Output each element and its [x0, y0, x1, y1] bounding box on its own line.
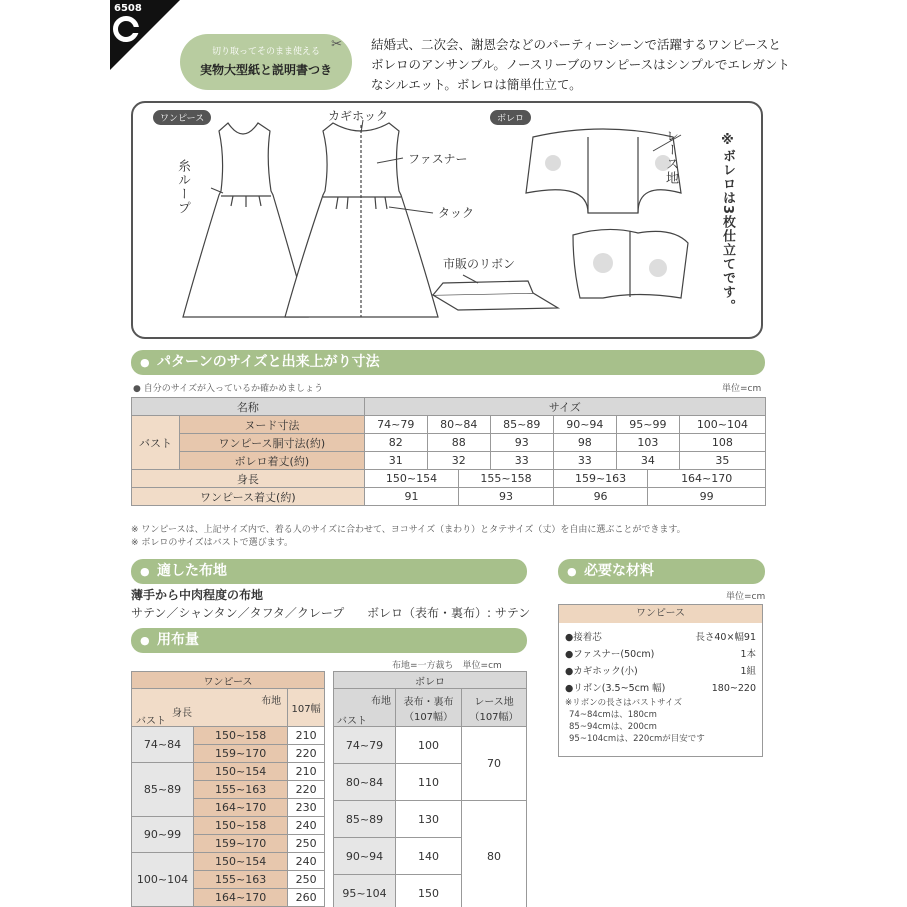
row-label: ワンピース胴寸法(約) [180, 434, 365, 452]
ribbon-note: ※リボンの長さはバストサイズ [565, 698, 682, 708]
ribbon-label: 市販のリボン [443, 257, 516, 271]
size-cell: 32 [427, 452, 490, 470]
fabric-line3: ボレロ（表布・裏布）: サテン [367, 606, 531, 620]
height-cell: 150~154 [194, 763, 288, 781]
height-cell: 150~154 [364, 470, 459, 488]
height-cell: 150~158 [194, 817, 288, 835]
yardage-unit: 布地=一方裁ち 単位=cm [392, 661, 502, 671]
onepiece-header: ワンピース [132, 672, 325, 689]
amount-cell: 250 [288, 835, 325, 853]
height-cell: 155~163 [194, 781, 288, 799]
scissors-icon: ✂ [331, 37, 342, 52]
length-cell: 91 [364, 488, 459, 506]
size-note-1: ※ ワンピースは、上記サイズ内で、着る人のサイズに合わせて、ヨコサイズ（まわり）とタテサイズ（丈）を自由に選ぶことができます。 [131, 525, 686, 535]
amount-cell: 210 [288, 763, 325, 781]
bolero-bust: 95~104 [334, 875, 396, 907]
hook-label: カギホック [328, 109, 389, 123]
fabric-line1: 薄手から中肉程度の布地 [131, 588, 264, 602]
ribbon-size: 74~84cmは、180cm [569, 710, 657, 720]
tuck-label: タック [438, 206, 475, 220]
bust-label: バスト [132, 416, 180, 470]
ribbon-size: 95~104cmは、220cmが目安です [569, 734, 705, 744]
materials-box-header: ワンピース [559, 605, 762, 623]
size-cell: 95~99 [616, 416, 679, 434]
bolero-fabric-col: 布地 [371, 695, 391, 707]
size-table [131, 397, 766, 506]
bolero-bust: 85~89 [334, 801, 396, 838]
height-col: 身長 [172, 707, 192, 719]
bolero-yardage-table [333, 671, 527, 907]
height-cell: 159~170 [194, 835, 288, 853]
bust-group: 74~84 [132, 727, 194, 763]
bolero-bust: 80~84 [334, 764, 396, 801]
amount-cell: 240 [288, 817, 325, 835]
size-cell: 98 [553, 434, 616, 452]
amount-cell: 220 [288, 781, 325, 799]
bolero-bust: 74~79 [334, 727, 396, 764]
pattern-code: 6508 [114, 3, 142, 14]
material-item [559, 663, 762, 680]
size-cell: 34 [616, 452, 679, 470]
brand-logo [113, 16, 139, 42]
height-cell: 155~163 [194, 871, 288, 889]
fabric-line2: サテン／シャンタン／タフタ／クレープ [131, 606, 345, 620]
height-cell: 164~170 [194, 799, 288, 817]
size-cell: 88 [427, 434, 490, 452]
height-cell: 155~158 [459, 470, 554, 488]
bolero-outer: 150 [396, 875, 462, 907]
materials-box [558, 604, 763, 757]
material-item [559, 680, 762, 697]
amount-cell: 210 [288, 727, 325, 745]
bolero-header: ボレロ [334, 672, 527, 689]
height-cell: 164~170 [648, 470, 766, 488]
size-header: サイズ [364, 398, 765, 416]
materials-unit: 単位=cm [726, 592, 766, 602]
size-cell: 74~79 [364, 416, 427, 434]
size-cell: 35 [679, 452, 765, 470]
material-value: 1本 [740, 649, 756, 660]
size-cell: 93 [490, 434, 553, 452]
size-cell: 90~94 [553, 416, 616, 434]
size-unit: 単位=cm [722, 384, 762, 394]
lace-value: 70 [462, 727, 527, 801]
amount-cell: 230 [288, 799, 325, 817]
row-label: ヌード寸法 [180, 416, 365, 434]
height-label: 身長 [132, 470, 365, 488]
material-value: 1組 [740, 666, 756, 677]
length-cell: 93 [459, 488, 554, 506]
height-cell: 150~158 [194, 727, 288, 745]
pattern-badge [180, 34, 352, 90]
size-cell: 80~84 [427, 416, 490, 434]
amount-cell: 220 [288, 745, 325, 763]
material-name: ●リボン(3.5~5cm 幅) [565, 683, 666, 694]
outer-col: 表布・裏布（107幅） [396, 689, 462, 727]
yardage-section-header: ● 用布量 [131, 628, 527, 653]
badge-line1: 切り取ってそのまま使える [211, 47, 320, 57]
length-cell: 99 [648, 488, 766, 506]
ribbon-size: 85~94cmは、200cm [569, 722, 657, 732]
loop-label: 糸ループ [175, 159, 190, 215]
row-label: ボレロ着丈(約) [180, 452, 365, 470]
name-header: 名称 [132, 398, 365, 416]
size-section-header: ● パターンのサイズと出来上がり寸法 [131, 350, 765, 375]
amount-cell: 250 [288, 871, 325, 889]
bolero-outer: 140 [396, 838, 462, 875]
material-value: 長さ40×幅91 [695, 632, 756, 643]
bust-col: バスト [136, 715, 166, 727]
bolero-outer: 130 [396, 801, 462, 838]
bolero-outer: 100 [396, 727, 462, 764]
bolero-tag: ボレロ [490, 110, 531, 125]
bolero-outer: 110 [396, 764, 462, 801]
materials-section-header: ● 必要な材料 [558, 559, 765, 584]
size-hint-text: 自分のサイズが入っているか確かめましょう [143, 384, 323, 394]
badge-line2: 実物大型紙と説明書つき [199, 63, 332, 77]
size-cell: 82 [364, 434, 427, 452]
size-cell: 108 [679, 434, 765, 452]
height-cell: 159~163 [553, 470, 648, 488]
bolero-diag-header [334, 689, 396, 727]
material-value: 180~220 [711, 683, 756, 694]
intro-text: 結婚式、二次会、謝恩会などのパーティーシーンで活躍するワンピースとボレロのアンサンブル。ノースリーブのワンピースはシンプルでエレガントなシルエット。ボレロは簡単仕立て。 [371, 37, 790, 92]
size-cell: 100~104 [679, 416, 765, 434]
bolero-bust: 90~94 [334, 838, 396, 875]
amount-cell: 260 [288, 889, 325, 907]
size-cell: 103 [616, 434, 679, 452]
bust-group: 100~104 [132, 853, 194, 907]
dress-length-label: ワンピース着丈(約) [132, 488, 365, 506]
size-hint: ● 自分のサイズが入っているか確かめましょう [133, 384, 323, 394]
height-cell: 164~170 [194, 889, 288, 907]
bust-group: 85~89 [132, 763, 194, 817]
onepiece-tag: ワンピース [153, 110, 211, 125]
height-cell: 159~170 [194, 745, 288, 763]
material-name: ●カギホック(小) [565, 666, 638, 677]
fabric-col: 布地 [261, 695, 282, 707]
size-cell: 31 [364, 452, 427, 470]
material-item [559, 629, 762, 646]
width-col: 107幅 [288, 689, 325, 727]
illustration-box [131, 101, 763, 339]
size-note-2: ※ ボレロのサイズはバストで選びます。 [131, 538, 293, 548]
material-name: ●ファスナー(50cm) [565, 649, 655, 660]
length-cell: 96 [553, 488, 648, 506]
amount-cell: 240 [288, 853, 325, 871]
lace-label: レース地 [663, 129, 678, 185]
size-cell: 33 [490, 452, 553, 470]
zipper-label: ファスナー [408, 152, 468, 166]
size-cell: 33 [553, 452, 616, 470]
onepiece-yardage-table [131, 671, 325, 907]
fabric-section-header: ● 適した布地 [131, 559, 527, 584]
bust-group: 90~99 [132, 817, 194, 853]
material-name: ●接着芯 [565, 632, 602, 643]
lace-col: レース地（107幅） [462, 689, 527, 727]
material-item [559, 646, 762, 663]
diag-header [132, 689, 288, 727]
bolero-note: ※ボレロは3枚仕立てです。 [720, 133, 735, 314]
bolero-bust-col: バスト [337, 715, 367, 727]
size-cell: 85~89 [490, 416, 553, 434]
height-cell: 150~154 [194, 853, 288, 871]
lace-value: 80 [462, 801, 527, 907]
